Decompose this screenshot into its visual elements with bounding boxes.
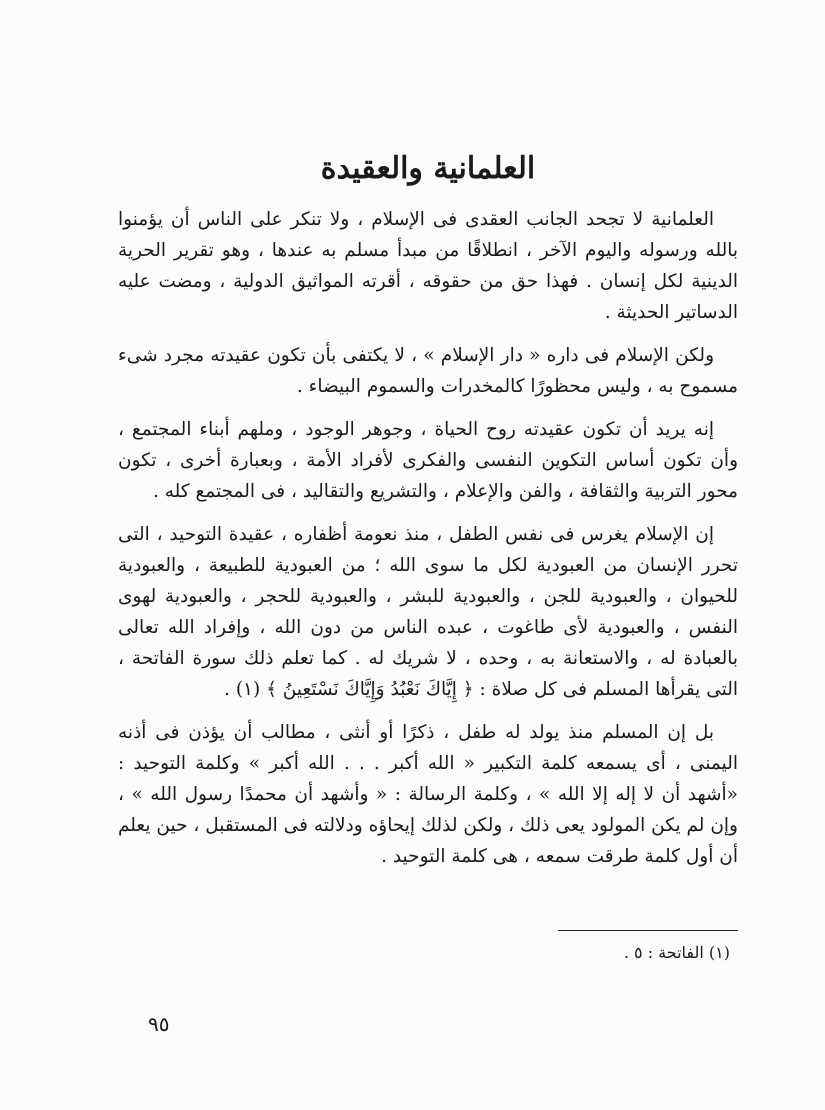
- paragraph-2: ولكن الإسلام فى داره « دار الإسلام » ، لا يكتفى بأن تكون عقيدته مجرد شىء مسموح به ، وليس محظورًا كالمخدرات والسموم البيضاء .: [118, 345, 738, 397]
- footnote-divider: [558, 930, 738, 931]
- paragraph-5: بل إن المسلم منذ يولد له طفل ، ذكرًا أو أنثى ، مطالب أن يؤذن فى أذنه اليمنى ، أى يسمعه كلمة التكبير « الله أكبر . . . الله أكبر » وكلمة التوحيد : «أشهد أن لا إله إلا الله » ، وكلمة الرسالة : « وأشهد أن محمدًا رسول الله » ، وإن لم يكن المولود يعى ذلك ، ولكن لذلك إيحاؤه ودلالته فى المستقبل ، حين يعلم أن أول كلمة طرقت سمعه ، هى كلمة التوحيد .: [118, 722, 738, 867]
- paragraph-3: إنه يريد أن تكون عقيدته روح الحياة ، وجوهر الوجود ، وملهم أبناء المجتمع ، وأن تكون أساس التكوين النفسى والفكرى لأفراد الأمة ، وبعبارة أخرى ، تكون محور التربية والثقافة ، والفن والإعلام ، والتشريع والتقاليد ، فى المجتمع كله .: [118, 419, 738, 502]
- paragraph-4: إن الإسلام يغرس فى نفس الطفل ، منذ نعومة أظفاره ، عقيدة التوحيد ، التى تحرر الإنسان من العبودية لكل ما سوى الله ؛ من العبودية للطبيعة ، والعبودية للحيوان ، والعبودية للجن ، والعبودية للبشر ، والعبودية للحجر ، والعبودية لهوى النفس ، والعبودية لأى طاغوت ، عبده الناس من دون الله ، وإفراد الله تعالى بالعبادة له ، والاستعانة به ، وحده ، لا شريك له . كما تعلم ذلك سورة الفاتحة ، التى يقرأها المسلم فى كل صلاة : ﴿ إِيَّاكَ نَعْبُدُ وَإِيَّاكَ نَسْتَعِينُ ﴾ (١) .: [118, 524, 738, 700]
- paragraph-1: العلمانية لا تجحد الجانب العقدى فى الإسلام ، ولا تنكر على الناس أن يؤمنوا بالله ورسوله واليوم الآخر ، انطلاقًا من مبدأ مسلم به عندها ، وهو تقرير الحرية الدينية لكل إنسان . فهذا حق من حقوقه ، أقرته المواثيق الدولية ، ومضت عليه الدساتير الحديثة .: [118, 209, 738, 323]
- footnote: (١) الفاتحة : ٥ .: [623, 943, 730, 962]
- chapter-title: العلمانية والعقيدة: [320, 151, 536, 186]
- page-content: [118, 148, 738, 872]
- page-number: ٩٥: [148, 1012, 170, 1036]
